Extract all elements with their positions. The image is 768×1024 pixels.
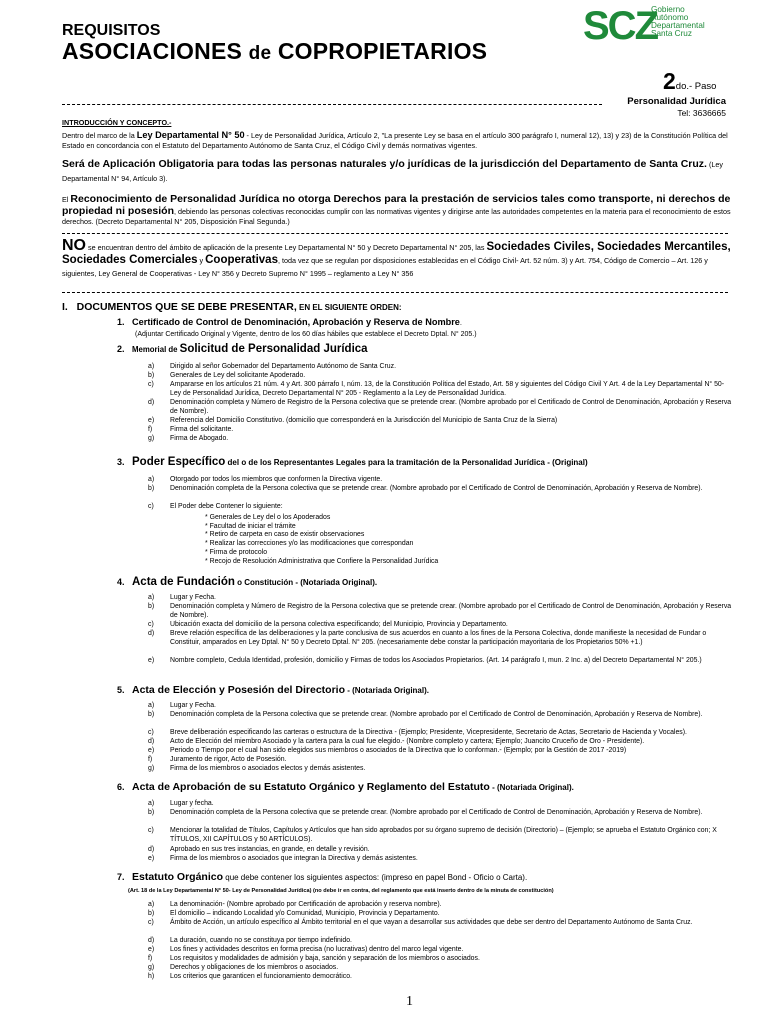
intro-paragraph-4 bbox=[62, 239, 736, 280]
list-item: * Realizar las correcciones y/o las modificaciones que correspondan bbox=[205, 540, 414, 548]
sub-item-letter: d) bbox=[148, 399, 155, 406]
p4-no: NO bbox=[62, 237, 86, 254]
item-5 bbox=[117, 686, 737, 695]
p3-b: Reconocimiento de Personalidad Jurídica no otorga Derechos para la prestación de servicios tales como transporte, ni derechos de propiedad ni posesión bbox=[62, 193, 731, 217]
item-title: Acta de Fundación bbox=[132, 576, 235, 588]
divider bbox=[62, 104, 602, 105]
sub-item-letter: c) bbox=[148, 827, 154, 834]
list-item: * Recojo de Resolución Administrativa que Confiere la Personalidad Jurídica bbox=[205, 557, 439, 565]
logo-line-3: Departamental bbox=[651, 21, 705, 30]
section-number: I. bbox=[62, 301, 68, 313]
title-part-a: ASOCIACIONES bbox=[62, 38, 243, 64]
sub-item-letter: b) bbox=[148, 910, 155, 917]
list-item: * Generales de Ley del o los Apoderados bbox=[205, 514, 331, 521]
sub-item-letter: f) bbox=[148, 955, 153, 962]
sub-item-letter: e) bbox=[148, 657, 155, 664]
p1-c: - Ley de Personalidad Jurídica, Artículo 2, "La presente Ley se basa en el artículo 300 parágrafo I, numeral 12), 13) y 23) de la Constitución Política del Estado en concordancia con el Estatuto del Departamento Autónomo de Santa Cruz, el Código Civil y demás normativas vigentes. bbox=[62, 131, 728, 150]
item-number: 2. bbox=[117, 344, 125, 354]
p4-d: Cooperativas bbox=[205, 254, 278, 266]
scz-logo-mark bbox=[583, 4, 657, 48]
sub-item-text: El Poder debe Contener lo siguiente: bbox=[170, 503, 283, 510]
item-3-asterisk-list bbox=[205, 514, 438, 566]
sub-item-text: Lugar y Fecha. bbox=[170, 594, 216, 601]
sub-item-letter: a) bbox=[148, 901, 155, 908]
p4-a: se encuentran dentro del ámbito de aplicación de la presente Ley Departamental N° 50 y Decreto Departamental N° 205, las bbox=[86, 243, 487, 252]
sub-item-text: Juramento de rigor, Acto de Posesión. bbox=[170, 756, 287, 763]
sub-item-text: Lugar y fecha. bbox=[170, 800, 214, 807]
sub-item-letter: d) bbox=[148, 630, 155, 637]
title-part-de: de bbox=[248, 43, 272, 64]
document-title bbox=[62, 38, 487, 65]
item-title: Acta de Aprobación de su Estatuto Orgánico y Reglamento del Estatuto bbox=[132, 781, 490, 793]
sub-item-text: Firma de los miembros o asociados que integran la Directiva y demás asistentes. bbox=[170, 855, 418, 862]
sub-item-letter: d) bbox=[148, 846, 155, 853]
p1-a: Dentro del marco de la bbox=[62, 131, 137, 140]
item-rest: que debe contener los siguientes aspectos: (impreso en papel Bond - Oficio o Carta). bbox=[223, 873, 528, 882]
item-number: 4. bbox=[117, 577, 125, 587]
item-title: Poder Específico bbox=[132, 456, 226, 468]
sub-item-letter: g) bbox=[148, 765, 155, 772]
sub-item-letter: h) bbox=[148, 973, 155, 980]
item-title: Certificado de Control de Denominación, Aprobación y Reserva de Nombre bbox=[132, 317, 460, 327]
sub-item-text: La denominación- (Nombre aprobado por Certificación de aprobación y reserva nombre). bbox=[170, 901, 442, 908]
item-2 bbox=[117, 345, 737, 354]
sub-item-text: Aprobado en sus tres instancias, en grande, en detalle y revisión. bbox=[170, 846, 370, 853]
sub-item-letter: b) bbox=[148, 603, 155, 610]
sub-item-letter: a) bbox=[148, 476, 155, 483]
item-rest: - (Notariada Original). bbox=[489, 783, 574, 792]
logo-letters: SCZ bbox=[583, 4, 657, 48]
sub-item-letter: c) bbox=[148, 503, 154, 510]
sub-item-text: Ámbito de Acción, un artículo específico al Ámbito territorial en el que vayan a desarrollar sus actividades que debe ser dentro del Departamento Autónomo de Santa Cruz. bbox=[170, 919, 693, 926]
item-rest: del o de los Representantes Legales para la tramitación de la Personalidad Jurídica - (Original) bbox=[225, 458, 588, 467]
sub-item-text: Denominación completa y Número de Registro de la Persona colectiva que se pretende crear. (Nombre aprobado por el Certificado de Control de Denominación, Aprobación y Reserva de Nombre). bbox=[170, 603, 732, 619]
sub-item-letter: e) bbox=[148, 855, 155, 862]
sub-item-letter: a) bbox=[148, 363, 155, 370]
sub-item-letter: g) bbox=[148, 435, 155, 442]
section-suffix: EN EL SIGUIENTE ORDEN: bbox=[296, 303, 402, 312]
sub-item-letter: c) bbox=[148, 729, 154, 736]
intro-paragraph-3 bbox=[62, 194, 736, 228]
item-title: Acta de Elección y Posesión del Directorio bbox=[132, 684, 345, 696]
sub-item-text: Firma de los miembros o asociados electos y demás asistentes. bbox=[170, 765, 366, 772]
intro-paragraph-2 bbox=[62, 157, 736, 186]
sub-item-letter: b) bbox=[148, 485, 155, 492]
sub-item-text: Los fines y actividades descritos en forma precisa (no lucrativas) dentro del marco legal vigente. bbox=[170, 946, 464, 953]
sub-item-letter: e) bbox=[148, 747, 155, 754]
section-title: DOCUMENTOS QUE SE DEBE PRESENTAR, bbox=[76, 301, 297, 313]
item-title: Estatuto Orgánico bbox=[132, 871, 224, 883]
sub-item-text: Los criterios que garanticen el funcionamiento democrático. bbox=[170, 973, 352, 980]
list-item: * Firma de protocolo bbox=[205, 548, 268, 556]
sub-item-text: Referencia del Domicilio Constitutivo. (domicilio que corresponderá en la Jurisdicción del Municipio de Santa Cruz de la Sierra) bbox=[170, 417, 558, 424]
sub-item-letter: f) bbox=[148, 756, 153, 763]
sub-item-letter: d) bbox=[148, 937, 155, 944]
item-number: 1. bbox=[117, 317, 125, 327]
item-3 bbox=[117, 458, 737, 467]
sub-item-letter: d) bbox=[148, 738, 155, 745]
sub-item-letter: a) bbox=[148, 594, 155, 601]
sub-item-letter: e) bbox=[148, 417, 155, 424]
paso-number: 2 bbox=[663, 68, 676, 94]
list-item: * Facultad de iniciar el trámite bbox=[205, 522, 296, 530]
item-rest: o Constitución - (Notariada Original). bbox=[234, 578, 378, 587]
sub-item-text: Acto de Elección del miembro Asociado y la cartera para la cual fue elegido.- (Nombre completo y cartera; Ejemplo; Juancito Cruceño de Oro - Presidente). bbox=[170, 738, 645, 745]
sub-item-text: Generales de Ley del solicitante Apoderado. bbox=[170, 372, 306, 379]
sub-item-letter: a) bbox=[148, 702, 155, 709]
sub-item-letter: b) bbox=[148, 711, 155, 718]
divider bbox=[62, 292, 728, 293]
paso-label bbox=[663, 70, 716, 98]
paso-text: do.- Paso bbox=[675, 81, 717, 92]
sub-item-text: Breve relación específica de las deliberaciones y la parte conclusiva de sus acuerdos en cuanto a los fines de la Persona Colectiva, donde manifieste la necesidad de Fundar o Constituir, amparados en Ley Dptal. N° 50 y Decreto Dptal. N° 205. (necesariamente debe constar la participación mayoritaria de los Propietarios 50% +1.) bbox=[170, 630, 707, 646]
logo-line-2: Autónomo bbox=[651, 13, 689, 22]
item-1-note: (Adjuntar Certificado Original y Vigente, dentro de los 60 días hábiles que establece el Decreto Dptal. N° 205.) bbox=[135, 331, 477, 338]
sub-item-text: El domicilio – indicando Localidad y/o Comunidad, Municipio, Provincia y Departamento. bbox=[170, 910, 440, 917]
logo-text bbox=[651, 6, 705, 38]
item-number: 3. bbox=[117, 457, 125, 467]
sub-item-text: Nombre completo, Cedula Identidad, profesión, domicilio y Firmas de todos los Asociados Propietarios. (Art. 14 parágrafo I, mun. 2 Inc. a) del Decreto Departamental N° 205.) bbox=[170, 657, 702, 664]
sub-item-text: La duración, cuando no se constituya por tiempo indefinido. bbox=[170, 937, 352, 944]
page-number: 1 bbox=[406, 994, 413, 1009]
telephone: Tel: 3636665 bbox=[677, 108, 726, 118]
sub-item-text: Derechos y obligaciones de los miembros o asociados. bbox=[170, 964, 339, 971]
logo-line-4: Santa Cruz bbox=[651, 29, 692, 38]
item-number: 6. bbox=[117, 782, 125, 792]
item-4 bbox=[117, 578, 737, 587]
item-7 bbox=[117, 873, 737, 882]
p4-b: Sociedades Civiles, Sociedades Mercantiles, Sociedades Comerciales bbox=[62, 241, 731, 266]
sub-item-text: Dirigido al señor Gobernador del Departamento Autónomo de Santa Cruz. bbox=[170, 363, 396, 370]
sub-item-text: Ampararse en los artículos 21 núm. 4 y Art. 300 párrafo I, núm. 13, de la Constitución Política del Estado, Art. 58 y siguientes del Código Civil Y Art. 4 de la Ley Departamental N° 50- Ley de Personalidad Jurídica, Decreto Departamental N° 205 - Reglamento a la Ley de Personalidad Jurídica. bbox=[170, 381, 725, 397]
sub-item-letter: e) bbox=[148, 946, 155, 953]
item-2-subitems bbox=[148, 363, 738, 442]
sub-item-letter: a) bbox=[148, 800, 155, 807]
p3-a: El bbox=[62, 195, 71, 204]
p3-c: , debiendo las personas colectivas reconocidas cumplir con las normativas vigentes y dirigirse ante las autoridades competentes en la materia para el reconocimiento de estos derechos. (Decreto Departamental N° 205, Disposición Final Segunda.) bbox=[62, 206, 731, 226]
sub-item-text: Otorgado por todos los miembros que conformen la Directiva vigente. bbox=[170, 476, 383, 483]
sub-item-text: Firma de Abogado. bbox=[170, 435, 229, 442]
sub-item-text: Breve deliberación especificando las carteras o estructura de la Directiva - (Ejemplo; Presidente, Vicepresidente, Secretario de Actas, Secretario de Hacienda y Vocales). bbox=[170, 729, 687, 736]
sub-item-text: Mencionar la totalidad de Títulos, Capítulos y Artículos que han sido aprobados por su órgano supremo de decisión (Directorio) – (Ejemplo; se aprueba el Estatuto Orgánico con; X TÍTULOS, XII CAPÍTULOS y 50 ARTÍCULOS). bbox=[170, 827, 717, 843]
item-6 bbox=[117, 783, 737, 792]
item-title: Solicitud de Personalidad Jurídica bbox=[179, 343, 368, 355]
sub-item-letter: b) bbox=[148, 809, 155, 816]
sub-item-text: Periodo o Tiempo por el cual han sido elegidos sus miembros o asociados de la Directiva que lo conforman.- (Ejemplo; por la Gestión de 2017 -2019) bbox=[170, 747, 627, 754]
sub-item-letter: c) bbox=[148, 919, 154, 926]
sub-item-text: Denominación completa de la Persona colectiva que se pretende crear. (Nombre aprobado por el Certificado de Control de Denominación, Aprobación y Reserva de Nombre). bbox=[170, 485, 703, 492]
p2-a: Será de Aplicación Obligatoria para todas las personas naturales y/o jurídicas de la jurisdicción del Departamento de Santa Cruz. bbox=[62, 158, 707, 170]
title-part-b: COPROPIETARIOS bbox=[277, 38, 488, 64]
item-number: 7. bbox=[117, 872, 125, 882]
sub-item-text: Denominación completa de la Persona colectiva que se pretende crear. (Nombre aprobado por el Certificado de Control de Denominación, Aprobación y Reserva de Nombre). bbox=[170, 809, 703, 816]
intro-paragraph-1 bbox=[62, 131, 736, 150]
sub-item-text: Denominación completa y Número de Registro de la Persona colectiva que se pretende crear. (Nombre aprobado por el Certificado de Control de Denominación, Aprobación y Reserva de Nombre). bbox=[170, 399, 732, 415]
logo-line-1: Gobierno bbox=[651, 5, 685, 14]
divider bbox=[62, 233, 728, 234]
personalidad-juridica-label: Personalidad Jurídica bbox=[627, 96, 726, 107]
sub-item-letter: c) bbox=[148, 621, 154, 628]
p1-law: Ley Departamental N° 50 bbox=[136, 130, 245, 140]
section-1-heading bbox=[62, 301, 402, 313]
sub-item-text: Firma del solicitante. bbox=[170, 426, 234, 433]
scz-logo bbox=[583, 6, 733, 46]
sub-item-letter: c) bbox=[148, 381, 154, 388]
sub-item-letter: f) bbox=[148, 426, 153, 433]
item-7-note: (Art. 18 de la Ley Departamental N° 50- Ley de Personalidad Jurídica) (no debe ir en contra, del reglamento que está inserto dentro de la minuta de constitución) bbox=[128, 888, 554, 894]
item-rest: - (Notariada Original). bbox=[344, 686, 429, 695]
requisitos-label: REQUISITOS bbox=[62, 22, 161, 39]
item-1: 1. Certificado de Control de Denominación, Aprobación y Reserva de Nombre. bbox=[117, 317, 463, 327]
p4-c: y bbox=[197, 256, 206, 265]
list-item: * Retiro de carpeta en caso de existir observaciones bbox=[205, 531, 365, 539]
sub-item-text: Denominación completa de la Persona colectiva que se pretende crear. (Nombre aprobado por el Certificado de Control de Denominación, Aprobación y Reserva de Nombre). bbox=[170, 711, 703, 718]
p2-b: (Ley Departamental N° 94, Artículo 3). bbox=[62, 160, 723, 183]
sub-item-text: Ubicación exacta del domicilio de la persona colectiva especificando; del Municipio, Provincia y Departamento. bbox=[170, 621, 508, 628]
item-number: 5. bbox=[117, 685, 125, 695]
sub-item-text: Lugar y Fecha. bbox=[170, 702, 216, 709]
item-pre: Memorial de bbox=[132, 345, 180, 354]
sub-item-text: Los requisitos y modalidades de admisión y baja, sanción y separación de los miembros o asociados. bbox=[170, 955, 480, 962]
intro-heading: INTRODUCCIÓN Y CONCEPTO.- bbox=[62, 118, 172, 127]
sub-item-letter: b) bbox=[148, 372, 155, 379]
sub-item-letter: g) bbox=[148, 964, 155, 971]
p4-e: , toda vez que se regulan por disposiciones establecidas en el Código Civil- Art. 52 núm. 3) y Art. 754, Código de Comercio – Art. 126 y siguientes, Ley General de Cooperativas - Ley N° 356 y Decreto Supremo N° 1995 – reglamento a Ley N° 356 bbox=[62, 256, 708, 278]
